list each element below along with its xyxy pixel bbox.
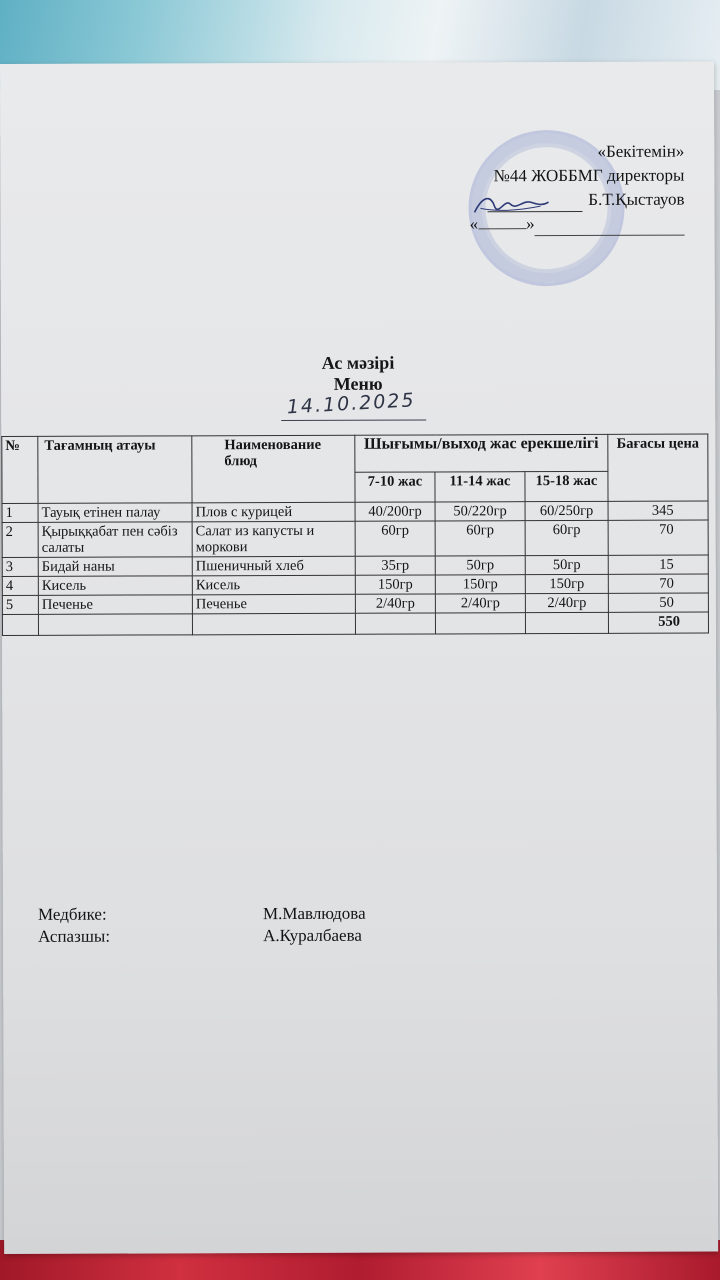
signer-name: А.Куралбаева: [263, 925, 362, 946]
header-name-ru: Наименование блюд: [192, 435, 355, 503]
row-portion-11-14: 50/220гр: [435, 502, 525, 521]
approval-director-line: [469, 188, 684, 213]
signers-block: [38, 903, 366, 948]
approval-position: №44 ЖОББМГ директоры: [493, 165, 685, 186]
row-portion-11-14: 50гр: [435, 556, 525, 575]
date-underline: [281, 420, 426, 422]
quote-open: «: [469, 214, 479, 234]
row-price: 15: [608, 555, 708, 574]
row-portion-15-18: 60гр: [525, 520, 608, 555]
row-name-ru: Пшеничный хлеб: [192, 556, 355, 576]
row-name-ru: Печенье: [192, 594, 355, 614]
row-portion-15-18: 2/40гр: [525, 593, 608, 612]
header-age-15-18: 15-18 жас: [525, 471, 608, 501]
approval-date-line: [470, 212, 685, 237]
signer-role: Медбике:: [37, 904, 107, 924]
handwritten-date: 14.10.2025: [286, 389, 417, 419]
row-portion-11-14: 150гр: [435, 575, 525, 594]
header-portion: Шығымы/выход жас ерекшелігі: [355, 434, 608, 472]
row-portion-7-10: 35гр: [355, 556, 435, 575]
row-num: 1: [2, 503, 38, 522]
table-row: [2, 574, 708, 595]
document-title: [1, 352, 715, 396]
row-portion-15-18: 150гр: [525, 574, 608, 593]
quote-close: »: [526, 214, 535, 234]
row-portion-7-10: 40/200гр: [355, 502, 435, 521]
row-price: 50: [608, 593, 708, 612]
table-row: [2, 555, 708, 576]
row-num: 2: [2, 522, 38, 557]
table-row: [2, 501, 708, 522]
title-russian: Меню: [333, 373, 383, 394]
title-kazakh: Ас мәзірі: [321, 352, 395, 373]
row-portion-15-18: 50гр: [525, 555, 608, 574]
row-portion-11-14: 2/40гр: [435, 594, 525, 613]
total-price: 550: [608, 612, 708, 633]
row-num: 4: [2, 576, 38, 595]
row-name-ru: Плов с курицей: [192, 502, 355, 522]
header-price: Бағасы цена: [608, 434, 708, 501]
row-name-kz: Печенье: [38, 595, 192, 615]
row-name-kz: Кисель: [38, 576, 192, 596]
header-name-kz: Тағамның атауы: [38, 436, 192, 504]
row-portion-7-10: 60гр: [355, 521, 435, 556]
table-row: [2, 520, 708, 557]
row-name-kz: Қырыққабат пен сәбіз салаты: [38, 522, 192, 558]
signer-name: М.Мавлюдова: [262, 903, 366, 924]
row-price: 70: [608, 520, 708, 555]
signer-nurse: [38, 903, 366, 926]
row-num: 5: [2, 595, 38, 614]
document-page: [0, 62, 718, 1254]
row-price: 345: [608, 501, 708, 520]
table-header-row: [2, 434, 708, 473]
row-price: 70: [608, 574, 708, 593]
row-portion-11-14: 60гр: [435, 521, 525, 556]
row-name-kz: Бидай наны: [38, 557, 192, 577]
row-name-ru: Кисель: [192, 575, 355, 595]
director-name: Б.Т.Қыстауов: [588, 189, 685, 209]
signer-role: Аспазшы:: [38, 926, 111, 946]
menu-table: [1, 434, 709, 636]
header-age-7-10: 7-10 жас: [355, 472, 435, 502]
row-portion-7-10: 2/40гр: [355, 594, 435, 613]
approval-block: [469, 140, 684, 237]
signer-cook: [38, 925, 366, 948]
table-total-row: [2, 612, 708, 635]
row-portion-15-18: 60/250гр: [525, 501, 608, 520]
header-age-11-14: 11-14 жас: [435, 472, 525, 502]
row-num: 3: [2, 557, 38, 576]
row-portion-7-10: 150гр: [355, 575, 435, 594]
row-name-kz: Тауық етінен палау: [38, 503, 192, 523]
approval-heading: «Бекітемін»: [597, 141, 685, 161]
header-num: №: [2, 436, 38, 503]
table-row: [2, 593, 708, 614]
row-name-ru: Салат из капусты и моркови: [192, 521, 355, 557]
